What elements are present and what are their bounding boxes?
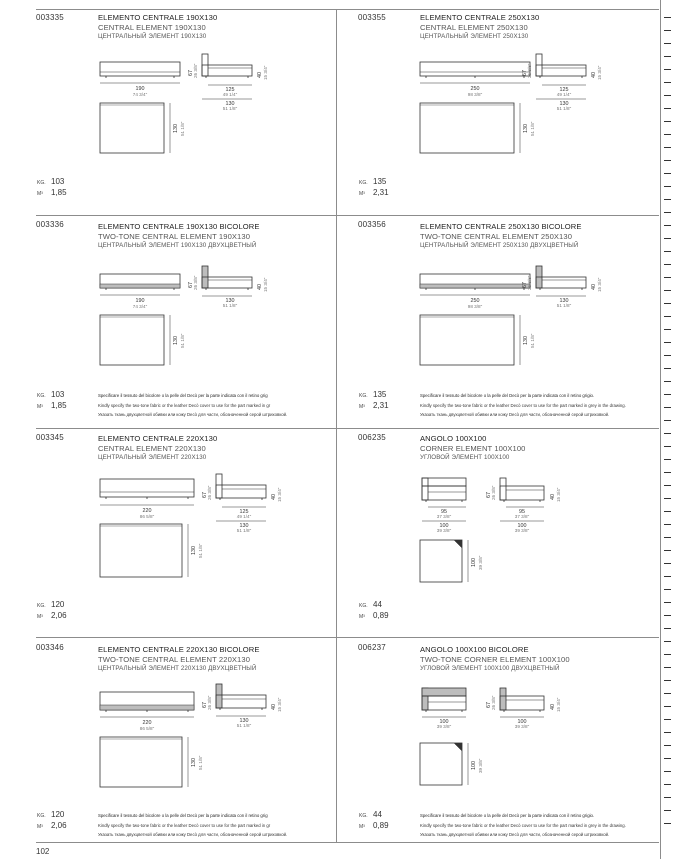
margin-tick [664, 43, 671, 44]
front-view-drawing [96, 262, 186, 308]
height-dim: 67 [188, 70, 194, 76]
margin-tick [664, 654, 671, 655]
margin-tick [664, 316, 671, 317]
seat-height-dim: 40 [271, 494, 277, 500]
height-dim: 67 [188, 282, 194, 288]
two-tone-note-italian: Specificare il tessuto del bicolore o la pelle del Decò per la parte indicata con il retino grig [98, 813, 268, 818]
title-italian: ELEMENTO CENTRALE 250X130 [420, 13, 540, 22]
height-dim-inch: 26 3/8" [491, 695, 496, 710]
height-dim-inch: 26 3/8" [193, 275, 198, 290]
width-dim: 250 [470, 298, 480, 304]
margin-tick [664, 472, 671, 473]
depth-dim: 100 [517, 719, 527, 725]
depth-dim: 130 [225, 298, 235, 304]
margin-tick [664, 628, 671, 629]
volume-label: M³ [37, 614, 43, 620]
margin-tick [664, 810, 671, 811]
margin-tick [664, 719, 671, 720]
height-dim: 67 [202, 702, 208, 708]
width-dim-inch: 86 5/8" [139, 726, 155, 731]
margin-tick [664, 524, 671, 525]
margin-tick [664, 602, 671, 603]
margin-tick [664, 485, 671, 486]
margin-tick [664, 225, 671, 226]
weight-value: 135 [373, 177, 387, 186]
margin-tick [664, 823, 671, 824]
plan-depth-dim-inch: 51 1/8" [530, 333, 535, 348]
page-number: 102 [36, 847, 50, 856]
margin-tick [664, 589, 671, 590]
title-english: TWO-TONE CENTRAL ELEMENT 190X130 [98, 232, 251, 241]
plan-view-drawing [96, 734, 210, 790]
margin-tick [664, 667, 671, 668]
margin-tick [664, 680, 671, 681]
weight-value: 120 [51, 600, 65, 609]
seat-depth-dim-inch: 49 1/4" [222, 92, 238, 97]
margin-tick [664, 706, 671, 707]
margin-tick [664, 576, 671, 577]
volume-label: M³ [37, 824, 43, 830]
margin-tick [664, 303, 671, 304]
two-tone-note-english: Kindly specify the two-tone fabric or the leather Decò cover to use for the part marked in grey in the drawing. [420, 823, 626, 828]
margin-tick [664, 121, 671, 122]
width-dim: 100 [439, 719, 449, 725]
title-italian: ELEMENTO CENTRALE 250X130 BICOLORE [420, 222, 582, 231]
seat-depth-dim: 125 [225, 87, 235, 93]
margin-tick [664, 355, 671, 356]
two-tone-note-italian: Specificare il tessuto del bicolore o la pelle del Decò per la parte indicata con il retino grig [98, 393, 268, 398]
weight-label: KG. [37, 603, 46, 609]
seat-depth-dim-inch: 49 1/4" [556, 92, 572, 97]
seat-height-dim: 40 [257, 72, 263, 78]
margin-tick [664, 251, 671, 252]
corner-plan-view-drawing [416, 537, 496, 587]
depth-dim-inch: 39 3/8" [514, 528, 530, 533]
seat-height-dim: 40 [271, 704, 277, 710]
plan-depth-dim-inch: 39 3/8" [478, 555, 483, 570]
title-english: CORNER ELEMENT 100X100 [420, 444, 526, 453]
margin-tick [664, 108, 671, 109]
title-russian: ЦЕНТРАЛЬНЫЙ ЭЛЕМЕНТ 220X130 ДВУХЦВЕТНЫЙ [98, 665, 257, 672]
margin-tick [664, 537, 671, 538]
margin-tick [664, 381, 671, 382]
plan-depth-dim: 130 [523, 124, 529, 133]
seat-depth-dim: 125 [239, 509, 249, 515]
margin-tick [664, 511, 671, 512]
side-view-drawing [186, 260, 278, 312]
side-view-drawing [200, 470, 292, 536]
weight-label: KG. [37, 813, 46, 819]
corner-side-view-drawing [470, 682, 570, 734]
seat-height-dim-inch: 15 3/4" [597, 65, 602, 80]
weight-value: 44 [373, 810, 382, 819]
volume-label: M³ [359, 191, 365, 197]
weight-label: KG. [37, 180, 46, 186]
margin-tick [664, 290, 671, 291]
margin-tick [664, 30, 671, 31]
width-dim-inch: 39 3/8" [436, 528, 452, 533]
height-dim-inch: 26 3/8" [207, 485, 212, 500]
two-tone-note-english: Kindly specify the two-tone fabric or the leather Decò cover to use for the part marked in grey in the drawing. [420, 403, 626, 408]
seat-depth-dim: 125 [559, 87, 569, 93]
two-tone-note-russian: Указать ткань двухцветной обивки или кожу Decò для части, обозначенной серой штриховкой. [98, 412, 288, 417]
volume-value: 0,89 [373, 611, 389, 620]
volume-label: M³ [359, 404, 365, 410]
title-russian: ЦЕНТРАЛЬНЫЙ ЭЛЕМЕНТ 250X130 ДВУХЦВЕТНЫЙ [420, 242, 579, 249]
seat-height-dim-inch: 15 3/4" [597, 277, 602, 292]
margin-tick [664, 56, 671, 57]
seat-height-dim-inch: 15 3/4" [277, 697, 282, 712]
side-view-drawing [186, 48, 278, 114]
margin-tick [664, 394, 671, 395]
title-italian: ELEMENTO CENTRALE 190X130 BICOLORE [98, 222, 260, 231]
height-dim: 67 [522, 282, 528, 288]
product-code: 003345 [36, 433, 64, 442]
margin-tick [664, 264, 671, 265]
height-dim: 67 [486, 702, 492, 708]
depth-dim: 130 [225, 101, 235, 107]
depth-dim-inch: 51 1/8" [236, 528, 252, 533]
height-dim-inch: 26 3/8" [527, 63, 532, 78]
front-view-drawing [96, 50, 186, 96]
margin-tick [664, 238, 671, 239]
margin-tick [664, 17, 671, 18]
volume-value: 2,06 [51, 821, 67, 830]
seat-height-dim-inch: 15 3/4" [277, 487, 282, 502]
weight-value: 120 [51, 810, 65, 819]
weight-label: KG. [37, 393, 46, 399]
height-dim: 67 [486, 492, 492, 498]
margin-tick [664, 277, 671, 278]
margin-tick [664, 498, 671, 499]
margin-tick [664, 615, 671, 616]
title-italian: ANGOLO 100X100 BICOLORE [420, 645, 529, 654]
depth-dim: 130 [239, 718, 249, 724]
volume-label: M³ [37, 404, 43, 410]
weight-value: 103 [51, 390, 65, 399]
weight-value: 103 [51, 177, 65, 186]
width-dim-inch: 74 3/4" [132, 92, 148, 97]
margin-tick [664, 771, 671, 772]
width-dim-inch: 39 3/8" [436, 724, 452, 729]
product-code: 006235 [358, 433, 386, 442]
title-english: TWO-TONE CENTRAL ELEMENT 220X130 [98, 655, 251, 664]
weight-label: KG. [359, 393, 368, 399]
seat-height-dim-inch: 15 3/4" [263, 65, 268, 80]
row-divider-2 [36, 428, 659, 429]
title-english: TWO-TONE CENTRAL ELEMENT 250X130 [420, 232, 573, 241]
plan-depth-dim-inch: 51 1/8" [180, 121, 185, 136]
seat-height-dim: 40 [550, 494, 556, 500]
plan-depth-dim: 130 [191, 546, 197, 555]
margin-tick [664, 69, 671, 70]
title-italian: ELEMENTO CENTRALE 220X130 BICOLORE [98, 645, 260, 654]
right-margin-rule [660, 0, 661, 859]
title-russian: ЦЕНТРАЛЬНЫЙ ЭЛЕМЕНТ 220X130 [98, 454, 207, 461]
depth-dim-inch: 51 1/8" [222, 106, 238, 111]
seat-height-dim-inch: 15 3/4" [263, 277, 268, 292]
margin-tick [664, 199, 671, 200]
volume-label: M³ [359, 614, 365, 620]
plan-view-drawing [96, 100, 196, 156]
title-russian: ЦЕНТРАЛЬНЫЙ ЭЛЕМЕНТ 190X130 [98, 33, 207, 40]
depth-dim-inch: 51 1/8" [556, 106, 572, 111]
column-divider [336, 9, 337, 842]
seat-depth-dim-inch: 37 3/8" [514, 514, 530, 519]
title-russian: УГЛОВОЙ ЭЛЕМЕНТ 100X100 ДВУХЦВЕТНЫЙ [420, 665, 560, 672]
plan-depth-dim-inch: 51 1/8" [530, 121, 535, 136]
margin-tick [664, 433, 671, 434]
two-tone-note-italian: Specificare il tessuto del bicolore o la pelle del Decò per la parte indicata con il retino grigio. [420, 393, 595, 398]
top-rule [36, 9, 659, 10]
margin-tick [664, 745, 671, 746]
height-dim-inch: 26 3/8" [491, 485, 496, 500]
title-italian: ELEMENTO CENTRALE 190X130 [98, 13, 218, 22]
plan-depth-dim-inch: 51 1/8" [180, 333, 185, 348]
plan-depth-dim: 130 [523, 336, 529, 345]
plan-depth-dim: 100 [471, 558, 477, 567]
title-russian: ЦЕНТРАЛЬНЫЙ ЭЛЕМЕНТ 190X130 ДВУХЦВЕТНЫЙ [98, 242, 257, 249]
product-code: 003346 [36, 643, 64, 652]
margin-tick [664, 563, 671, 564]
margin-tick [664, 134, 671, 135]
product-code: 003336 [36, 220, 64, 229]
plan-depth-dim-inch: 51 1/8" [198, 755, 203, 770]
margin-tick [664, 342, 671, 343]
two-tone-note-russian: Указать ткань двухцветной обивки или кожу Decò для части, обозначенной серой штриховкой. [98, 832, 288, 837]
seat-depth-dim: 95 [519, 509, 525, 515]
margin-tick [664, 758, 671, 759]
product-code: 006237 [358, 643, 386, 652]
volume-value: 1,85 [51, 401, 67, 410]
volume-value: 2,31 [373, 401, 389, 410]
width-dim-inch: 86 5/8" [139, 514, 155, 519]
front-view-drawing [416, 262, 536, 308]
height-dim: 67 [202, 492, 208, 498]
corner-plan-view-drawing [416, 740, 496, 790]
depth-dim-inch: 51 1/8" [236, 723, 252, 728]
seat-width-dim-inch: 37 3/8" [436, 514, 452, 519]
seat-height-dim: 40 [591, 72, 597, 78]
plan-depth-dim: 100 [471, 761, 477, 770]
two-tone-note-english: Kindly specify the two-tone fabric or the leather Decò cover to use for the part marked in gr [98, 403, 271, 408]
product-code: 003355 [358, 13, 386, 22]
front-view-drawing [96, 680, 200, 732]
weight-value: 44 [373, 600, 382, 609]
corner-side-view-drawing [470, 470, 570, 540]
product-code: 003356 [358, 220, 386, 229]
weight-label: KG. [359, 603, 368, 609]
height-dim-inch: 26 3/8" [193, 63, 198, 78]
front-view-drawing [96, 467, 200, 519]
width-dim-inch: 98 3/8" [467, 304, 483, 309]
width-dim-inch: 74 3/4" [132, 304, 148, 309]
two-tone-note-russian: Указать ткань двухцветной обивки или кожу Decò для части, обозначенной серой штриховкой. [420, 832, 610, 837]
side-view-drawing [520, 260, 612, 312]
row-divider-3 [36, 637, 659, 638]
title-italian: ELEMENTO CENTRALE 220X130 [98, 434, 218, 443]
plan-view-drawing [96, 312, 196, 368]
height-dim: 67 [522, 70, 528, 76]
margin-tick [664, 446, 671, 447]
plan-view-drawing [96, 521, 210, 579]
plan-depth-dim: 130 [173, 124, 179, 133]
plan-depth-dim-inch: 51 1/8" [198, 543, 203, 558]
margin-tick [664, 420, 671, 421]
title-italian: ANGOLO 100X100 [420, 434, 487, 443]
width-dim: 100 [439, 523, 449, 529]
height-dim-inch: 26 3/8" [207, 695, 212, 710]
weight-value: 135 [373, 390, 387, 399]
width-dim: 190 [135, 298, 145, 304]
margin-tick [664, 186, 671, 187]
depth-dim: 130 [239, 523, 249, 529]
side-view-drawing [200, 680, 292, 732]
margin-tick [664, 784, 671, 785]
margin-tick [664, 732, 671, 733]
depth-dim-inch: 51 1/8" [222, 303, 238, 308]
width-dim-inch: 98 3/8" [467, 92, 483, 97]
margin-tick [664, 147, 671, 148]
width-dim: 190 [135, 86, 145, 92]
margin-tick [664, 641, 671, 642]
volume-label: M³ [359, 824, 365, 830]
width-dim: 220 [142, 508, 152, 514]
seat-height-dim: 40 [591, 284, 597, 290]
volume-value: 1,85 [51, 188, 67, 197]
margin-tick [664, 459, 671, 460]
product-code: 003335 [36, 13, 64, 22]
title-english: CENTRAL ELEMENT 250X130 [420, 23, 528, 32]
seat-depth-dim-inch: 49 1/4" [236, 514, 252, 519]
plan-depth-dim: 130 [173, 336, 179, 345]
weight-label: KG. [359, 180, 368, 186]
two-tone-note-english: Kindly specify the two-tone fabric or the leather Decò cover to use for the part marked in gr [98, 823, 271, 828]
title-russian: УГЛОВОЙ ЭЛЕМЕНТ 100X100 [420, 454, 510, 461]
title-russian: ЦЕНТРАЛЬНЫЙ ЭЛЕМЕНТ 250X130 [420, 33, 529, 40]
margin-tick [664, 82, 671, 83]
margin-tick [664, 407, 671, 408]
seat-height-dim-inch: 15 3/4" [556, 697, 561, 712]
volume-value: 2,31 [373, 188, 389, 197]
margin-tick [664, 693, 671, 694]
depth-dim: 100 [517, 523, 527, 529]
margin-tick [664, 329, 671, 330]
plan-depth-dim: 130 [191, 758, 197, 767]
margin-tick [664, 797, 671, 798]
seat-height-dim: 40 [550, 704, 556, 710]
two-tone-note-russian: Указать ткань двухцветной обивки или кожу Decò для части, обозначенной серой штриховкой. [420, 412, 610, 417]
front-view-drawing [416, 50, 536, 96]
depth-dim: 130 [559, 101, 569, 107]
width-dim: 220 [142, 720, 152, 726]
volume-value: 0,89 [373, 821, 389, 830]
row-divider-1 [36, 215, 659, 216]
margin-tick [664, 95, 671, 96]
title-english: CENTRAL ELEMENT 190X130 [98, 23, 206, 32]
bottom-rule [36, 842, 659, 843]
title-english: TWO-TONE CORNER ELEMENT 100X100 [420, 655, 570, 664]
width-dim: 250 [470, 86, 480, 92]
height-dim-inch: 26 3/8" [527, 275, 532, 290]
seat-height-dim: 40 [257, 284, 263, 290]
seat-height-dim-inch: 15 3/4" [556, 487, 561, 502]
volume-label: M³ [37, 191, 43, 197]
volume-value: 2,06 [51, 611, 67, 620]
margin-tick [664, 368, 671, 369]
seat-width-dim: 95 [441, 509, 447, 515]
depth-dim-inch: 51 1/8" [556, 303, 572, 308]
margin-tick [664, 212, 671, 213]
title-english: CENTRAL ELEMENT 220X130 [98, 444, 206, 453]
plan-view-drawing [416, 312, 546, 368]
plan-depth-dim-inch: 39 3/8" [478, 758, 483, 773]
depth-dim: 130 [559, 298, 569, 304]
plan-view-drawing [416, 100, 546, 156]
margin-tick [664, 173, 671, 174]
margin-tick [664, 160, 671, 161]
two-tone-note-italian: Specificare il tessuto del bicolore o la pelle del Decò per la parte indicata con il retino grigio. [420, 813, 595, 818]
weight-label: KG. [359, 813, 368, 819]
depth-dim-inch: 39 3/8" [514, 724, 530, 729]
margin-tick [664, 550, 671, 551]
